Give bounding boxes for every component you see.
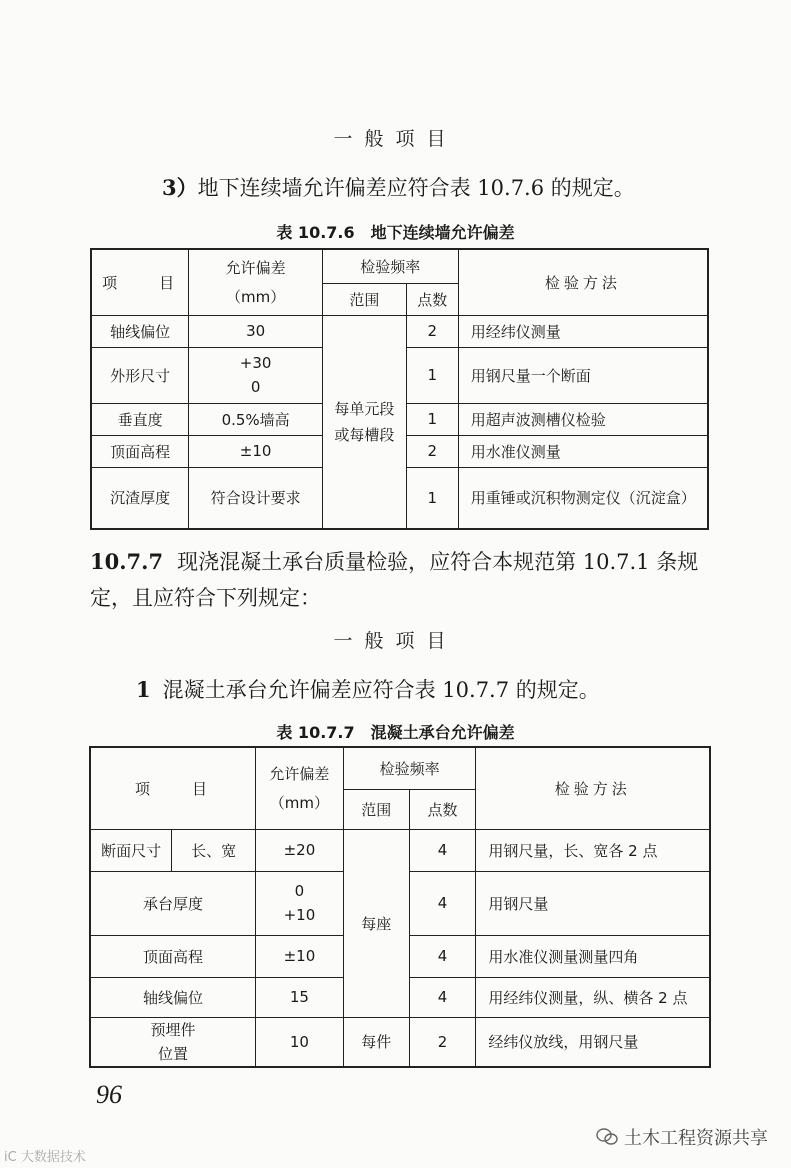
page-number: 96 [96, 1080, 122, 1109]
cell-tolerance: 30 [189, 315, 323, 347]
table-10-7-7-caption: 表 10.7.7 混凝土承台允许偏差 [276, 723, 515, 742]
cell-item: 承台厚度 [90, 871, 255, 935]
header-scope: 范围 [343, 789, 409, 829]
cell-item: 轴线偏位 [90, 977, 255, 1017]
watermark-left: iC 大数据技术 [4, 1150, 86, 1165]
cell-points: 2 [406, 315, 458, 347]
cell-scope: 每件 [343, 1017, 409, 1067]
cell-points: 1 [406, 467, 458, 529]
cell-method: 用钢尺量一个断面 [458, 347, 708, 403]
cell-tolerance: 符合设计要求 [189, 467, 323, 529]
header-frequency: 检验频率 [322, 249, 458, 283]
header-item: 项 目 [90, 747, 255, 829]
clause-3-number: 3） [162, 175, 198, 200]
tolerance-lower: 0 [250, 378, 261, 396]
clause-10-7-7-number: 10.7.7 [90, 549, 164, 574]
tolerance-upper: +30 [239, 354, 272, 372]
header-points: 点数 [409, 789, 476, 829]
cell-tolerance: 15 [255, 977, 343, 1017]
clause-1-number: 1 [136, 677, 151, 702]
cell-method: 用经纬仪测量 [458, 315, 708, 347]
section-heading-general-items-2: 一般项目 [333, 630, 458, 652]
cell-item: 顶面高程 [90, 935, 255, 977]
cell-method: 用钢尺量 [476, 871, 710, 935]
cell-tolerance: ±20 [255, 829, 343, 871]
table-row [90, 829, 710, 871]
header-scope: 范围 [322, 283, 406, 315]
cell-method: 用水准仪测量 [458, 435, 708, 467]
cell-item [90, 1017, 255, 1067]
scope-merged-text: 每单元段或每槽段 [334, 399, 395, 444]
table-10-7-7 [89, 746, 711, 1068]
header-tolerance-label: 允许偏差 [225, 259, 286, 278]
cell-item: 断面尺寸 [90, 829, 172, 871]
cell-method: 用经纬仪测量，纵、横各 2 点 [476, 977, 710, 1017]
header-tolerance-unit: （mm） [269, 794, 330, 813]
clause-3 [162, 172, 635, 202]
cell-points: 2 [406, 435, 458, 467]
cell-scope-merged: 每座 [343, 829, 409, 1017]
watermark-right [596, 1124, 768, 1150]
table-row [91, 315, 708, 347]
cell-tolerance [255, 871, 343, 935]
cell-points: 1 [406, 347, 458, 403]
cell-tolerance: 10 [255, 1017, 343, 1067]
wechat-icon [596, 1128, 618, 1146]
cell-item: 外形尺寸 [91, 347, 189, 403]
table-10-7-6-caption: 表 10.7.6 地下连续墙允许偏差 [276, 223, 515, 242]
clause-10-7-7 [90, 544, 712, 616]
cell-tolerance: 0.5%墙高 [189, 403, 323, 435]
cell-tolerance: ±10 [255, 935, 343, 977]
cell-scope-merged [322, 315, 406, 529]
cell-points: 2 [409, 1017, 476, 1067]
table-10-7-6 [90, 248, 709, 530]
header-tolerance [255, 747, 343, 829]
cell-item: 顶面高程 [91, 435, 189, 467]
clause-3-text: 地下连续墙允许偏差应符合表 10.7.6 的规定。 [197, 176, 635, 200]
table-row [90, 1017, 710, 1067]
cell-method: 用重锤或沉积物测定仪（沉淀盒） [458, 467, 708, 529]
cell-subitem: 长、宽 [172, 829, 256, 871]
header-item: 项 目 [91, 249, 189, 315]
header-method: 检验方法 [458, 249, 708, 315]
cell-method: 用超声波测槽仪检验 [458, 403, 708, 435]
header-frequency: 检验频率 [343, 747, 476, 789]
cell-item: 轴线偏位 [91, 315, 189, 347]
cell-item: 垂直度 [91, 403, 189, 435]
tolerance-lower: +10 [283, 906, 316, 924]
cell-item: 沉渣厚度 [91, 467, 189, 529]
watermark-right-text: 土木工程资源共享 [624, 1128, 768, 1149]
header-tolerance [189, 249, 323, 315]
cell-method: 用水准仪测量测量四角 [476, 935, 710, 977]
cell-method: 用钢尺量，长、宽各 2 点 [476, 829, 710, 871]
cell-tolerance [189, 347, 323, 403]
header-points: 点数 [406, 283, 458, 315]
cell-item-text: 预埋件位置 [150, 1020, 196, 1063]
cell-points: 4 [409, 977, 476, 1017]
cell-points: 4 [409, 829, 476, 871]
cell-points: 4 [409, 935, 476, 977]
tolerance-upper: 0 [294, 882, 305, 900]
clause-1-text: 混凝土承台允许偏差应符合表 10.7.7 的规定。 [162, 678, 600, 702]
header-tolerance-unit: （mm） [226, 288, 286, 307]
cell-points: 4 [409, 871, 476, 935]
clause-10-7-7-text: 现浇混凝土承台质量检验，应符合本规范第 10.7.1 条规定，且应符合下列规定： [90, 550, 699, 610]
cell-tolerance: ±10 [189, 435, 323, 467]
clause-1 [136, 674, 600, 704]
header-tolerance-label: 允许偏差 [269, 765, 330, 784]
section-heading-general-items: 一般项目 [333, 128, 458, 150]
cell-method: 经纬仪放线，用钢尺量 [476, 1017, 710, 1067]
cell-points: 1 [406, 403, 458, 435]
header-method: 检验方法 [476, 747, 710, 829]
